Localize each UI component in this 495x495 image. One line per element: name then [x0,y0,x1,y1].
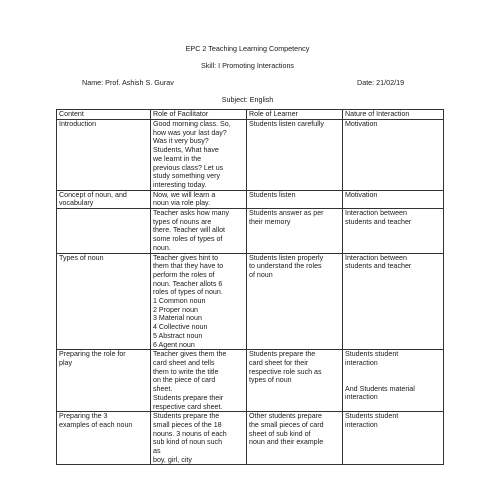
cell-line: Students prepare their [153,393,224,402]
cell-line: roles of types of noun. [153,288,223,297]
cell-facilitator [151,253,247,350]
cell-line: Students prepare the [153,412,220,421]
cell-line: Students student [345,350,399,359]
cell-line: And Students material [345,384,415,393]
cell-line: vocabulary [59,199,94,208]
cell-line: there. Teacher will allot [153,226,226,235]
cell-line: Was it very busy? [153,137,209,146]
cell-line: types of nouns are [153,217,212,226]
table-row [57,412,444,465]
table-row [57,190,444,208]
cell-line: Interaction between [345,253,407,262]
cell-facilitator [151,350,247,412]
cell-line: their memory [249,217,291,226]
cell-line: interaction [345,393,378,402]
cell-line: 4 Collective noun [153,323,208,332]
table-body [57,120,444,465]
skill-line: Skill: I Promoting Interactions [200,61,295,70]
cell-line: respective role such as [249,367,322,376]
table-row [57,120,444,191]
cell-line: Students prepare the [249,350,316,359]
cell-line: interaction [345,358,378,367]
cell-line: Students listen [249,190,296,199]
cell-line: Students listen carefully [249,120,324,128]
cell-content [57,209,151,254]
cell-learner [247,253,343,350]
cell-line: interaction [345,420,378,429]
cell-line: examples of each noun [59,420,133,429]
cell-line: Concept of noun, and [59,190,127,199]
cell-spacer [345,368,441,385]
cell-line: previous class? Let us [153,163,224,172]
cell-line: Students listen properly [249,253,324,262]
cell-line: boy, girl, city [153,455,192,464]
cell-line: sub kind of noun such [153,438,223,447]
cell-interaction [343,412,444,465]
cell-interaction [343,350,444,412]
cell-content [57,350,151,412]
cell-line: Teacher asks how many [153,209,230,218]
cell-line: respective card sheet. [153,402,223,411]
cell-interaction [343,253,444,350]
column-header-learner: Role of Learner [247,110,343,120]
cell-line: Teacher gives them the [153,350,227,359]
teacher-name: Name: Prof. Ashish S. Gurav [82,78,174,87]
cell-line: 1 Common noun [153,297,206,306]
cell-line: Introduction [59,120,97,128]
cell-line: card sheet and tells [153,358,215,367]
cell-line: Interaction between [345,209,407,218]
lesson-plan-table [56,109,444,465]
cell-facilitator [151,412,247,465]
cell-line: noun via role play. [153,199,211,208]
cell-line: Now, we will learn a [153,190,216,199]
cell-line: students and teacher [345,262,412,271]
cell-learner [247,190,343,208]
cell-line: types of noun [249,376,292,385]
cell-facilitator [151,209,247,254]
cell-line: Good morning class. So, [153,120,231,128]
table-row [57,350,444,412]
cell-line: interesting today. [153,180,207,189]
cell-line: Motivation [345,120,378,128]
cell-line: sheet of sub kind of [249,429,311,438]
cell-learner [247,209,343,254]
cell-line: them that they have to [153,262,224,271]
cell-line: card sheet for their [249,358,309,367]
cell-interaction [343,190,444,208]
cell-interaction [343,120,444,191]
cell-facilitator [151,190,247,208]
cell-line: sheet. [153,385,173,394]
table-row [57,253,444,350]
cell-line: 6 Agent noun [153,340,195,349]
cell-line: them to write the title [153,367,219,376]
cell-interaction [343,209,444,254]
cell-learner [247,350,343,412]
cell-line: 3 Material noun [153,314,202,323]
cell-content [57,190,151,208]
column-header-interaction: Nature of Interaction [343,110,444,120]
cell-line: noun and their example [249,438,324,447]
cell-line: small pieces of the 18 [153,420,222,429]
cell-line: Motivation [345,190,378,199]
cell-line: on the piece of card [153,376,216,385]
cell-line: nouns. 3 nouns of each [153,429,227,438]
cell-line: study something very [153,172,221,181]
cell-line: noun. [153,243,171,252]
cell-learner [247,120,343,191]
cell-line: Teacher gives hint to [153,253,219,262]
cell-line: to understand the roles [249,262,322,271]
cell-line: Other students prepare [249,412,322,421]
table-row [57,209,444,254]
table-header-row [57,110,444,120]
cell-line: perform the roles of [153,270,215,279]
column-header-facilitator: Role of Facilitator [151,110,247,120]
cell-line: the small pieces of card [249,420,324,429]
cell-content [57,412,151,465]
cell-line: students and teacher [345,217,412,226]
cell-content [57,120,151,191]
cell-learner [247,412,343,465]
cell-line: play [59,358,73,367]
cell-line: of noun [249,270,273,279]
subject-line: Subject: English [221,95,274,104]
lesson-date: Date: 21/02/19 [357,78,405,87]
cell-line: Types of noun [59,253,104,262]
column-header-content: Content [57,110,151,120]
cell-line: Students student [345,412,399,421]
document-title: EPC 2 Teaching Learning Competency [185,44,310,53]
cell-content [57,253,151,350]
cell-line: as [153,447,161,456]
cell-line: 2 Proper noun [153,305,198,314]
cell-line: some roles of types of [153,235,223,244]
cell-line: how was your last day? [153,128,227,137]
cell-line: noun. Teacher allots 6 [153,279,223,288]
cell-line: 5 Abstract noun [153,331,203,340]
cell-line: Preparing the role for [59,350,126,359]
cell-line: Preparing the 3 [59,412,108,421]
cell-line: Students, What have [153,146,219,155]
cell-line: we learnt in the [153,154,202,163]
cell-facilitator [151,120,247,191]
cell-line: Students answer as per [249,209,324,218]
